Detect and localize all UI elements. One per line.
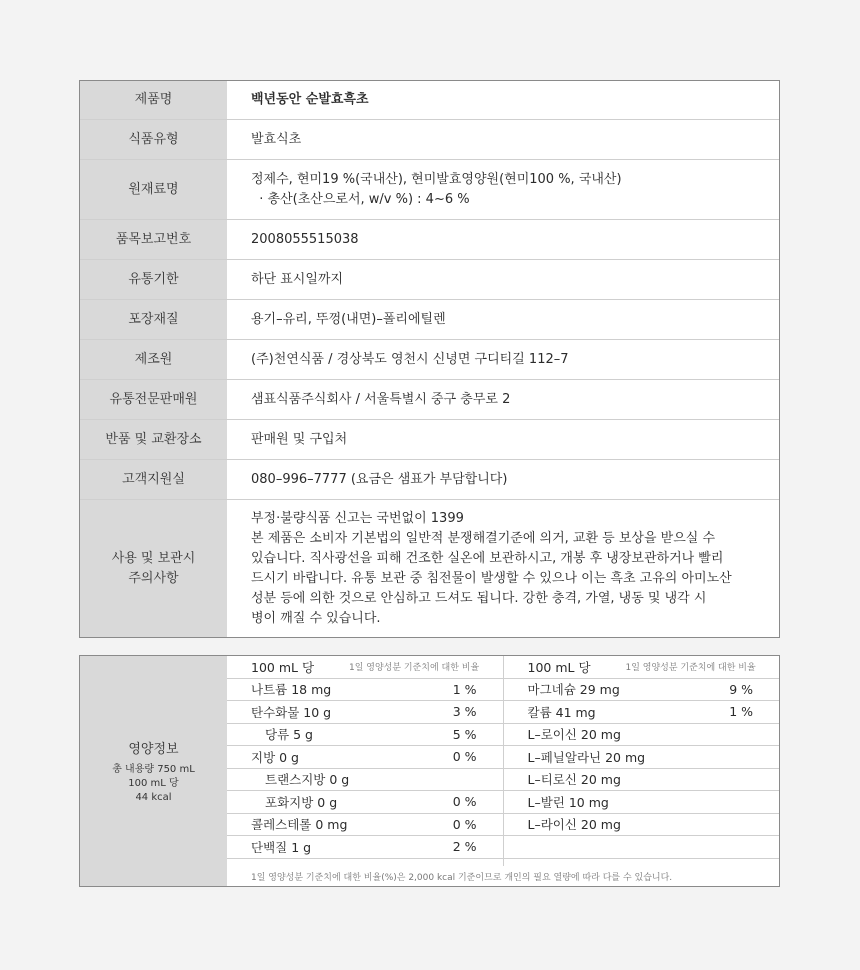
- info-value-line: 용기–유리, 뚜껑(내면)–폴리에틸렌: [251, 311, 446, 327]
- info-value: [227, 81, 779, 119]
- info-value: [227, 460, 779, 499]
- info-value: [227, 300, 779, 339]
- info-label: 제조원: [80, 340, 227, 379]
- nutrition-title: 영양정보: [128, 741, 179, 757]
- info-value: [227, 340, 779, 379]
- info-row: [80, 500, 779, 637]
- nutrient-name: 포화지방 0 g: [265, 794, 338, 810]
- info-value: [227, 220, 779, 259]
- nutrient-name: L–라이신 20 mg: [527, 817, 621, 833]
- info-value-line: 있습니다. 직사광선을 피해 건조한 실온에 보관하시고, 개봉 후 냉장보관하거나 빨리: [251, 550, 724, 566]
- nutrient-name: L–페닐알라닌 20 mg: [527, 749, 646, 765]
- nutrient-name: 당류 5 g: [265, 727, 313, 743]
- info-value-line: 2008055515038: [251, 231, 359, 247]
- info-value-line: 하단 표시일까지: [251, 271, 344, 287]
- nutrition-row: [504, 746, 780, 769]
- info-value-line: 드시기 바랍니다. 유통 보관 중 침전물이 발생할 수 있으나 이는 흑초 고유의 아미노산: [251, 570, 732, 586]
- info-row: [80, 220, 779, 260]
- info-value-line: 병이 깨질 수 있습니다.: [251, 610, 381, 626]
- info-label: 제품명: [80, 81, 227, 119]
- info-value-line: 성분 등에 의한 것으로 안심하고 드셔도 됩니다. 강한 충격, 가열, 냉동 및 냉각 시: [251, 590, 707, 606]
- info-value: [227, 500, 779, 637]
- nutrient-name: 나트륨 18 mg: [251, 682, 332, 698]
- info-label: 고객지원실: [80, 460, 227, 499]
- nutrient-name: 트랜스지방 0 g: [265, 772, 350, 788]
- info-value-line: 본 제품은 소비자 기본법의 일반적 분쟁해결기준에 의거, 교환 등 보상을 받으실 수: [251, 530, 716, 546]
- info-row: [80, 81, 779, 120]
- info-row: [80, 460, 779, 500]
- info-value: [227, 420, 779, 459]
- nutrition-body: [227, 656, 779, 886]
- info-label: 반품 및 교환장소: [80, 420, 227, 459]
- nutrition-footnote: 1일 영양성분 기준치에 대한 비율(%)은 2,000 kcal 기준이므로 개인의 필요 열량에 따라 다를 수 있습니다.: [251, 872, 673, 883]
- info-label: 품목보고번호: [80, 220, 227, 259]
- nutrition-label-cell: [80, 656, 227, 886]
- info-label: 유통전문판매원: [80, 380, 227, 419]
- nutrition-per: 100 mL 당: [128, 777, 179, 789]
- nutrition-column-right: [504, 656, 780, 866]
- nutrient-percent: 1 %: [729, 704, 753, 720]
- nutrition-row: [504, 679, 780, 702]
- nutrient-name: 칼륨 41 mg: [527, 704, 596, 720]
- info-label: 포장재질: [80, 300, 227, 339]
- nutrient-name: L–로이신 20 mg: [527, 727, 621, 743]
- info-row: [80, 260, 779, 300]
- nutrition-total: 총 내용량 750 mL: [112, 763, 195, 775]
- info-value-line: 발효식초: [251, 131, 302, 147]
- nutrition-row: [504, 769, 780, 792]
- info-value-line: (주)천연식품 / 경상북도 영천시 신녕면 구디티길 112–7: [251, 351, 569, 367]
- info-label: 원재료명: [80, 160, 227, 219]
- nutrition-row: [227, 814, 503, 837]
- info-value-line: · 총산(초산으로서, w/v %) : 4~6 %: [251, 191, 470, 207]
- info-row: [80, 340, 779, 380]
- nutrient-name: 지방 0 g: [251, 749, 299, 765]
- info-row: [80, 380, 779, 420]
- nutrition-header-left: 100 mL 당 1일 영양성분 기준치에 대한 비율: [227, 656, 503, 679]
- info-row: [80, 120, 779, 160]
- info-row: [80, 300, 779, 340]
- product-info-table: [79, 80, 780, 638]
- nutrient-percent: 3 %: [452, 704, 477, 720]
- info-value-line: 정제수, 현미19 %(국내산), 현미발효영양원(현미100 %, 국내산): [251, 171, 622, 187]
- info-value: [227, 260, 779, 299]
- nutrition-kcal: 44 kcal: [135, 791, 172, 803]
- nutrition-row: [227, 679, 503, 702]
- nutrition-row: [504, 814, 780, 837]
- info-value-line: 부정·불량식품 신고는 국번없이 1399: [251, 510, 464, 526]
- nutrition-row: [227, 724, 503, 747]
- nutrition-table: [79, 655, 780, 887]
- nutrition-row: [227, 836, 503, 859]
- nutrient-name: L–발린 10 mg: [527, 794, 609, 810]
- info-label: 사용 및 보관시 주의사항: [80, 500, 227, 637]
- info-label: 유통기한: [80, 260, 227, 299]
- info-row: [80, 160, 779, 220]
- nutrition-row: [227, 791, 503, 814]
- info-value-line: 샘표식품주식회사 / 서울특별시 중구 충무로 2: [251, 391, 511, 407]
- info-value: [227, 380, 779, 419]
- info-value: [227, 120, 779, 159]
- nutrient-percent: 0 %: [452, 749, 477, 765]
- info-value-line: 백년동안 순발효흑초: [251, 92, 369, 107]
- nutrient-percent: 1 %: [452, 681, 477, 697]
- info-row: [80, 420, 779, 460]
- info-value-line: 080–996–7777 (요금은 샘표가 부담합니다): [251, 471, 508, 487]
- nutrition-row: [504, 724, 780, 747]
- nutrient-percent: 9 %: [729, 681, 753, 697]
- nutrition-row: [504, 701, 780, 724]
- info-value: [227, 160, 779, 219]
- info-value-line: 판매원 및 구입처: [251, 431, 348, 447]
- nutrition-row: [504, 791, 780, 814]
- nutrient-name: 단백질 1 g: [251, 839, 312, 855]
- nutrition-row: [227, 701, 503, 724]
- nutrition-row: [504, 836, 780, 859]
- nutrient-percent: 0 %: [452, 816, 477, 832]
- nutrient-percent: 0 %: [452, 794, 477, 810]
- nutrient-percent: 2 %: [452, 839, 477, 855]
- info-label: 식품유형: [80, 120, 227, 159]
- nutrient-name: 탄수화물 10 g: [251, 704, 332, 720]
- nutrient-name: L–티로신 20 mg: [527, 772, 621, 788]
- nutrient-percent: 5 %: [452, 726, 477, 742]
- nutrition-header-right: 100 mL 당 1일 영양성분 기준치에 대한 비율: [504, 656, 780, 679]
- nutrient-name: 콜레스테롤 0 mg: [251, 817, 348, 833]
- nutrition-row: [227, 769, 503, 792]
- nutrition-row: [227, 746, 503, 769]
- nutrient-name: 마그네슘 29 mg: [527, 682, 620, 698]
- nutrition-column-left: [227, 656, 504, 866]
